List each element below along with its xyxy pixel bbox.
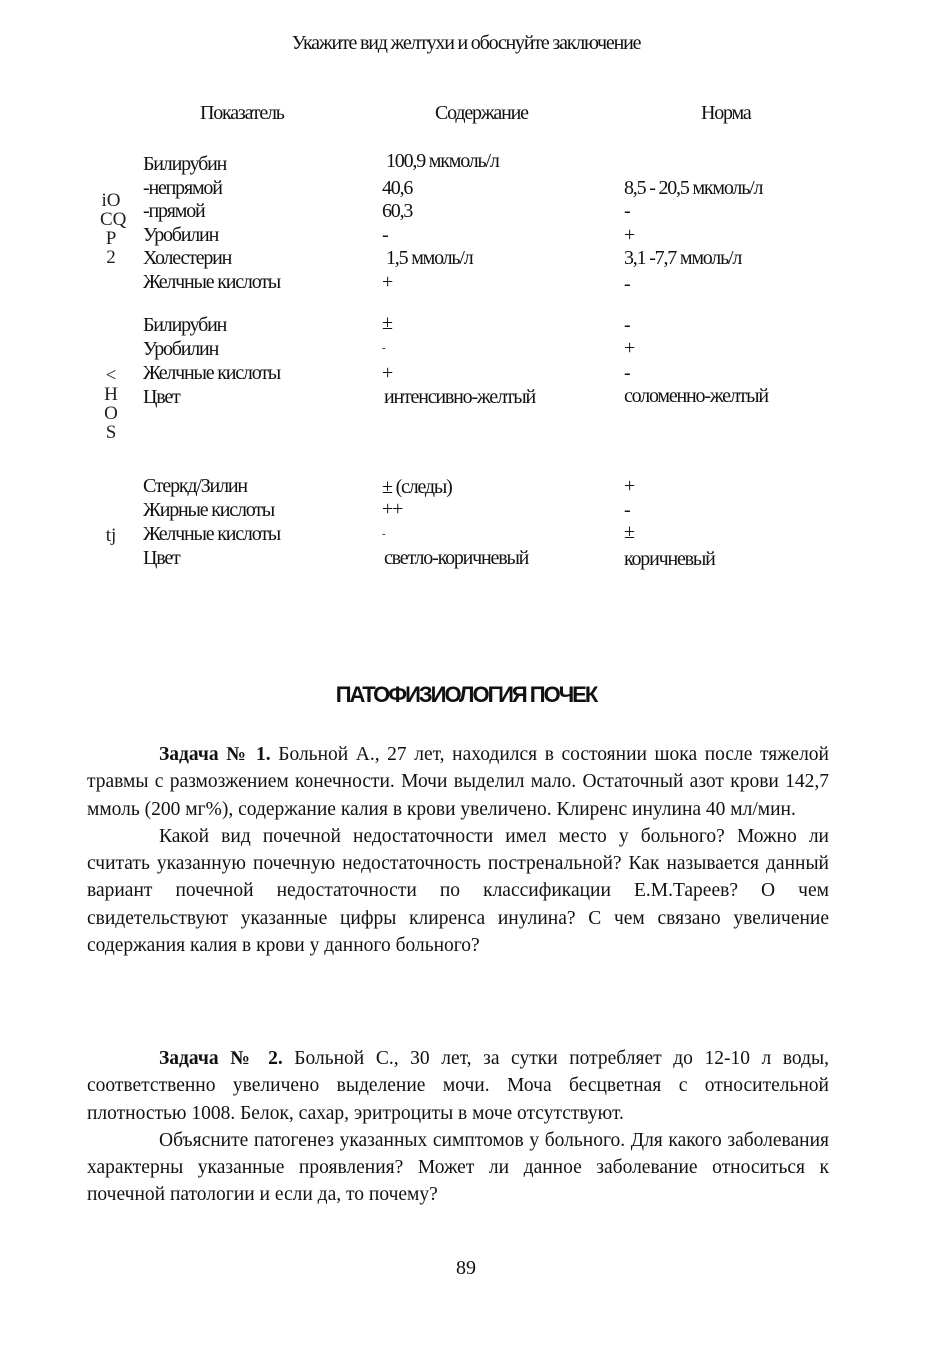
row-indicator: Желчные кислоты: [143, 362, 281, 384]
page-number: 89: [456, 1257, 476, 1279]
row-content: ±: [382, 312, 392, 334]
row-indicator: -непрямой: [143, 177, 222, 199]
task-2: [87, 1045, 829, 1209]
row-norm: коричневый: [624, 548, 715, 570]
row-content: ± (следы): [382, 476, 452, 498]
row-content: -: [382, 342, 386, 354]
row-content: ++: [382, 498, 403, 520]
row-indicator: Уробилин: [143, 224, 219, 246]
side-label-feces: tj: [105, 525, 117, 546]
row-indicator: Уробилин: [143, 338, 219, 360]
row-indicator: Цвет: [143, 547, 180, 569]
column-header-norm: Норма: [701, 102, 751, 124]
row-content: +: [382, 271, 393, 293]
row-norm: соломенно-желтый: [624, 385, 768, 407]
row-content: -: [382, 528, 386, 540]
row-indicator: Жирные кислоты: [143, 499, 275, 521]
instruction-heading: Укажите вид желтухи и обоснуйте заключение: [291, 32, 641, 54]
row-content: +: [382, 362, 393, 384]
row-norm: -: [624, 200, 630, 222]
row-norm: -: [624, 273, 630, 295]
task-1-label: Задача № 1.: [159, 744, 271, 765]
task-2-label: Задача № 2.: [159, 1048, 283, 1069]
row-indicator: Холестерин: [143, 247, 232, 269]
row-content: интенсивно-желтый: [384, 386, 536, 408]
row-content: 1,5 ммоль/л: [386, 247, 473, 269]
side-label-urine: < H O S: [104, 365, 118, 443]
row-indicator: Стеркд/Зилин: [143, 475, 247, 497]
column-header-indicator: Показатель: [200, 102, 284, 124]
row-content: -: [382, 224, 388, 246]
row-content: 60,3: [382, 200, 413, 222]
row-indicator: Цвет: [143, 386, 180, 408]
row-content: светло-коричневый: [384, 547, 529, 569]
section-title: ПАТОФИЗИОЛОГИЯ ПОЧЕК: [335, 682, 597, 707]
row-norm: +: [624, 337, 635, 359]
task-1: [87, 741, 829, 959]
row-indicator: Желчные кислоты: [143, 271, 281, 293]
task-2-question: Объясните патогенез указанных симптомов у больного. Для какого заболевания характерны указанные проявления? Может ли данное заболевание относиться к почечной патологии и если да, то почему?: [87, 1129, 829, 1206]
row-indicator: Билирубин: [143, 153, 227, 175]
row-norm: 3,1 -7,7 ммоль/л: [624, 247, 742, 269]
column-header-content: Содержание: [435, 102, 528, 124]
row-content: 40,6: [382, 177, 413, 199]
task-2-text: Больной С., 30 лет, за сутки потребляет до 12-10 л воды, соответственно увеличено выделение мочи. Моча бесцветная с относительной плотностью 1008. Белок, сахар, эритроциты в моче отсутствуют.: [87, 1048, 829, 1124]
row-norm: +: [624, 224, 635, 246]
row-norm: -: [624, 499, 630, 521]
row-indicator: Билирубин: [143, 314, 227, 336]
row-norm: 8,5 - 20,5 мкмоль/л: [624, 177, 763, 199]
row-content: 100,9 мкмоль/л: [386, 150, 499, 172]
row-norm: -: [624, 314, 630, 336]
row-norm: ±: [624, 521, 634, 543]
row-norm: -: [624, 362, 630, 384]
row-indicator: Желчные кислоты: [143, 523, 281, 545]
task-1-question: Какой вид почечной недостаточности имел место у больного? Можно ли считать указанную почечную недостаточность постренальной? Как называется данный вариант почечной недостаточности по классификации Е.М.Тареев? О чем свидетельствуют указанные цифры клиренса инулина? С чем связано увеличение содержания калия в крови у данного больного?: [87, 825, 829, 957]
row-indicator: -прямой: [143, 200, 205, 222]
row-norm: +: [624, 475, 635, 497]
task-1-text: Больной А., 27 лет, находился в состоянии шока после тяжелой травмы с размозжением конечности. Мочи выделил мало. Остаточный азот крови 142,7 ммоль (200 мг%), содержание калия в крови увеличено. Клиренс инулина 40 мл/мин.: [87, 744, 829, 820]
side-label-blood: iO CQ P 2: [100, 190, 127, 268]
